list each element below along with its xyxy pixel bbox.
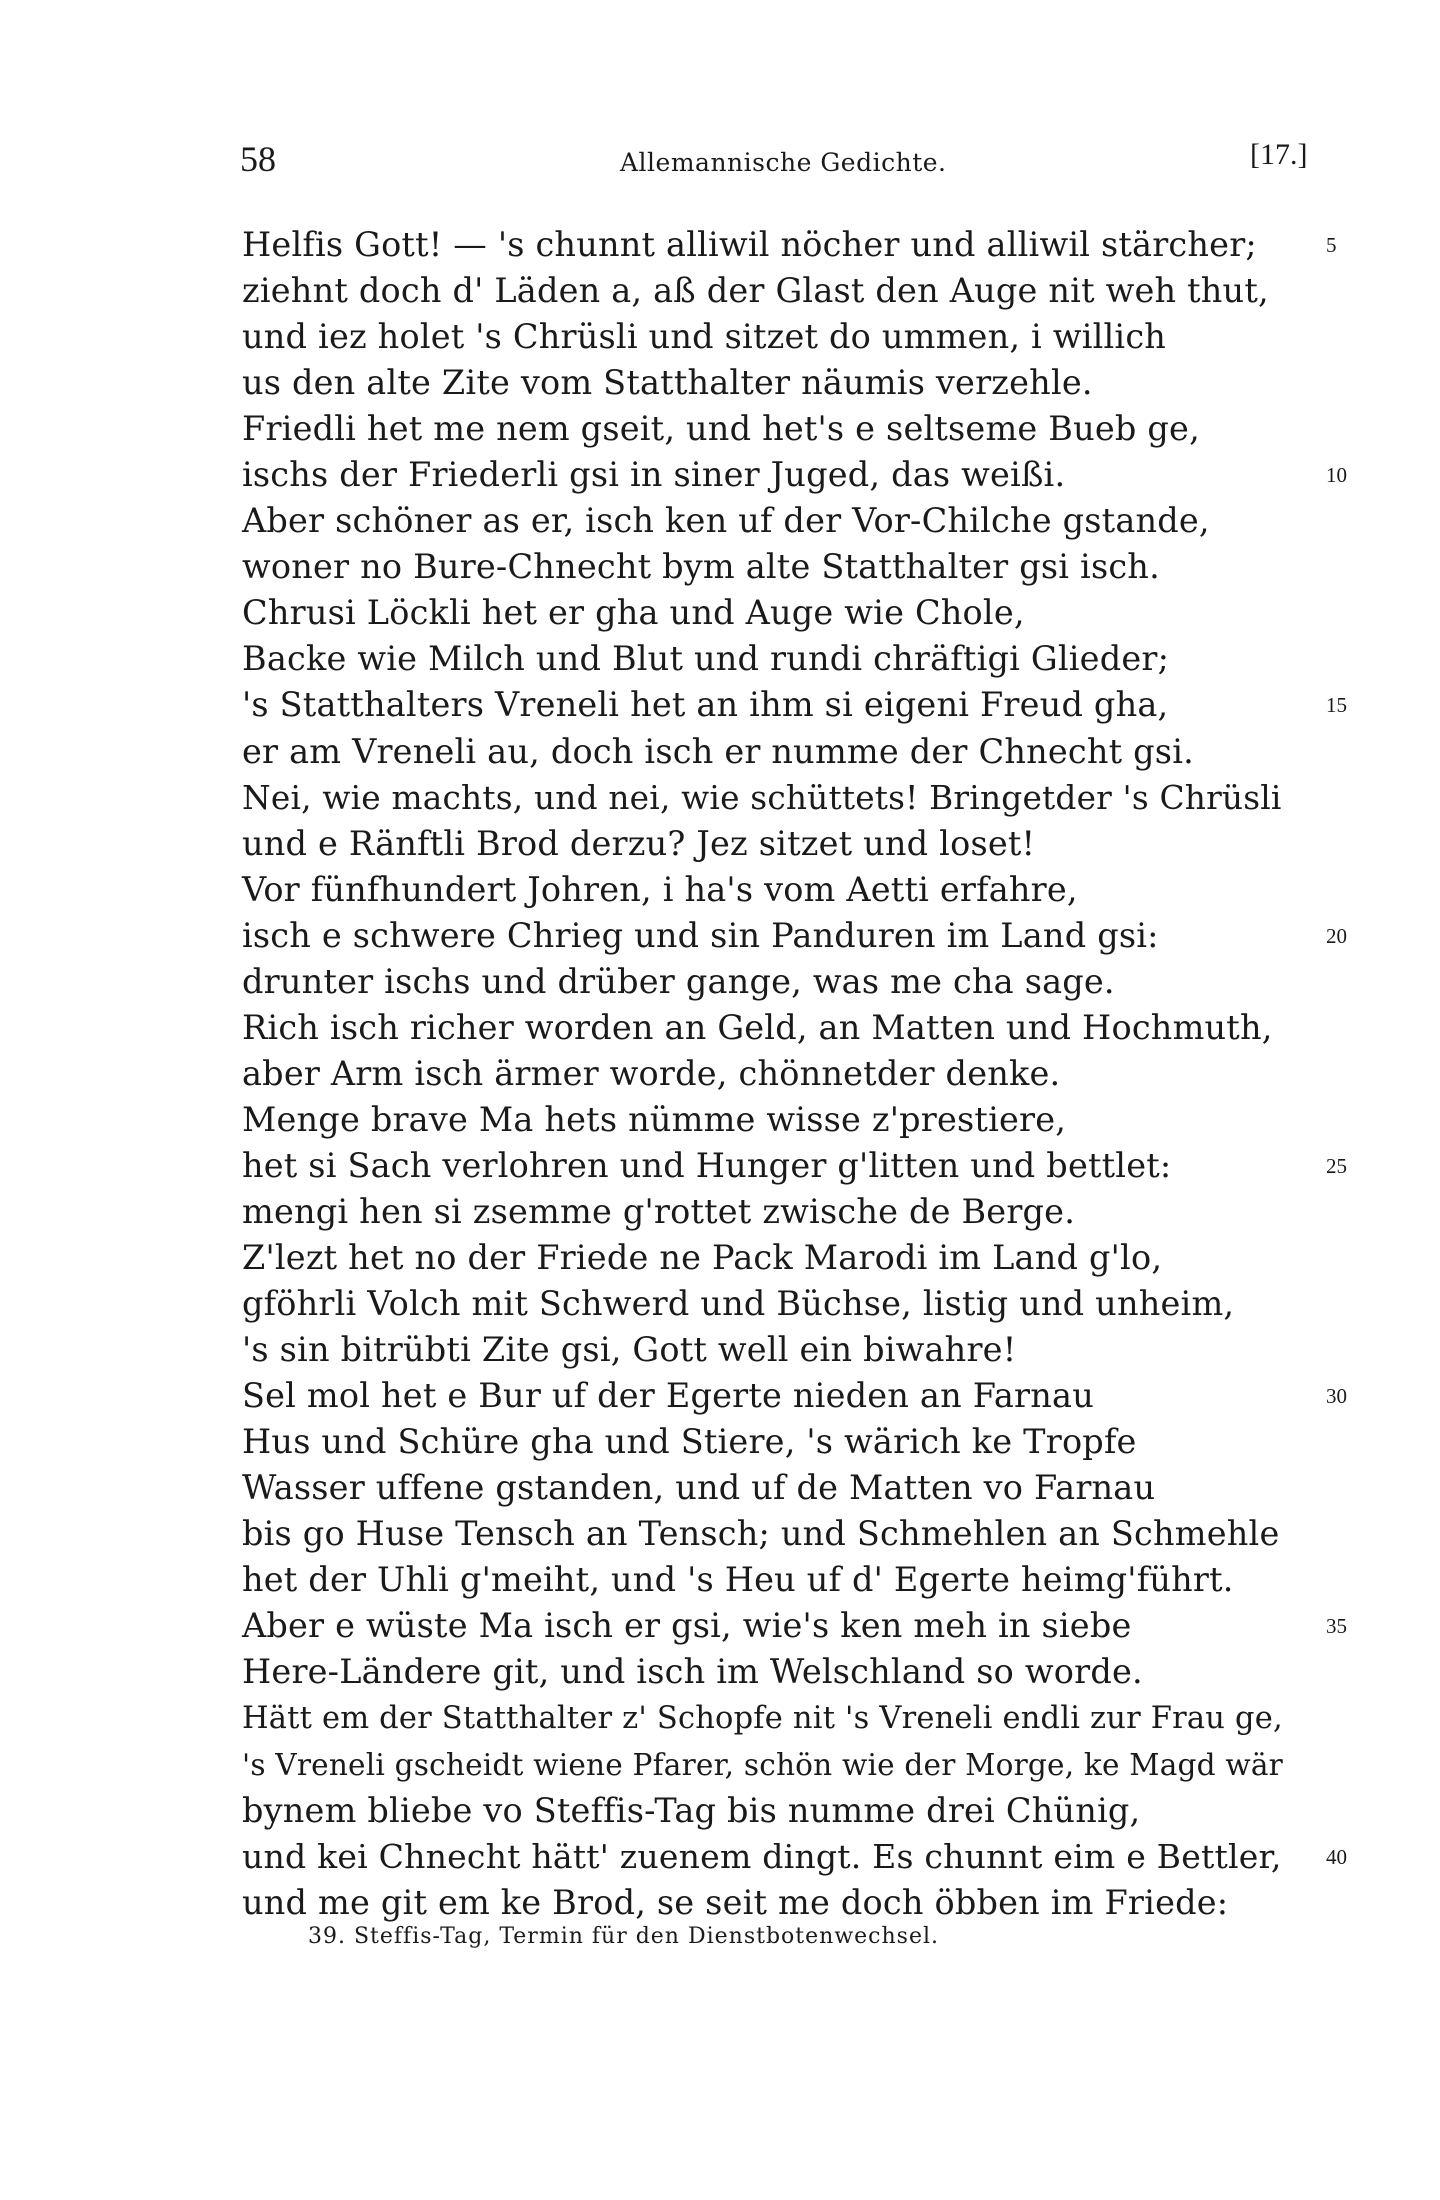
verse-line (242, 821, 1342, 867)
verse-text: us den alte Zite vom Statthalter näumis verzehle. (242, 363, 1093, 403)
verse-line (242, 2064, 1342, 2110)
verse-line (242, 1281, 1342, 1327)
poem-body (242, 222, 1347, 2110)
verse-line (242, 268, 1342, 314)
verse-text: Rich isch richer worden an Geld, an Matten und Hochmuth, (242, 1007, 1273, 1047)
verse-line (242, 775, 1342, 821)
verse-text: bis go Huse Tensch an Tensch; und Schmehlen an Schmehle (242, 1514, 1280, 1554)
verse-text: 's sin bitrübti Zite gsi, Gott well ein biwahre! (242, 1330, 1017, 1370)
verse-line (242, 222, 1342, 268)
verse-line (242, 360, 1342, 406)
verse-line (242, 959, 1342, 1005)
verse-text: Vor fünfhundert Johren, i ha's vom Aetti erfahre, (242, 869, 1078, 909)
verse-line (242, 1557, 1342, 1603)
verse-text: ziehnt doch d' Läden a, aß der Glast den Auge nit weh thut, (242, 271, 1269, 311)
verse-text: Wasser uffene gstanden, und uf de Matten vo Farnau (242, 1468, 1156, 1508)
verse-line (242, 1742, 1342, 1788)
verse-line (242, 1972, 1342, 2018)
verse-text: Chrusi Löckli het er gha und Auge wie Chole, (242, 593, 1025, 633)
sheet-mark: [17.] (1250, 138, 1308, 171)
verse-line (242, 1143, 1347, 1189)
line-number: 35 (1326, 1614, 1347, 1639)
verse-line (242, 1834, 1347, 1880)
page-header (0, 138, 1440, 198)
verse-text: het si Sach verlohren und Hunger g'litten und bettlet: (242, 1145, 1172, 1185)
verse-text: gföhrli Volch mit Schwerd und Büchse, listig und unheim, (242, 1284, 1235, 1324)
line-number: 5 (1326, 233, 1337, 257)
verse-line (242, 1603, 1347, 1649)
verse-line (242, 1327, 1342, 1373)
verse-line (242, 1880, 1342, 1926)
verse-text: drunter ischs und drüber gange, was me cha sage. (242, 961, 1115, 1001)
verse-text: und iez holet 's Chrüsli und sitzet do ummen, i willich (242, 317, 1167, 357)
verse-text: Aber schöner as er, isch ken uf der Vor-Chilche gstande, (242, 501, 1210, 541)
verse-line (242, 314, 1342, 360)
verse-line (242, 1649, 1342, 1695)
verse-text: 's Statthalters Vreneli het an ihm si eigeni Freud gha, (242, 685, 1169, 725)
line-number: 10 (1326, 463, 1347, 488)
verse-text: aber Arm isch ärmer worde, chönnetder denke. (242, 1053, 1061, 1093)
verse-text: het der Uhli g'meiht, und 's Heu uf d' Egerte heimg'führt. (242, 1560, 1234, 1600)
verse-line (242, 636, 1342, 682)
verse-line (242, 1419, 1342, 1465)
footnote: 39. Steffis-Tag, Termin für den Dienstbotenwechsel. (308, 1924, 940, 1949)
line-number: 30 (1326, 1384, 1347, 1409)
verse-text: woner no Bure-Chnecht bym alte Statthalter gsi isch. (242, 547, 1160, 587)
verse-text: und me git em ke Brod, se seit me doch öbben im Friede: (242, 1882, 1229, 1922)
verse-line (242, 590, 1342, 636)
verse-text: Backe wie Milch und Blut und rundi chräftigi Glieder; (242, 639, 1170, 679)
verse-line (242, 1005, 1342, 1051)
verse-line (242, 1465, 1342, 1511)
verse-line (242, 682, 1347, 728)
verse-line (242, 1788, 1342, 1834)
verse-text: und kei Chnecht hätt' zuenem dingt. Es chunnt eim e Bettler, (242, 1836, 1282, 1876)
line-number: 15 (1326, 693, 1347, 718)
verse-text: isch e schwere Chrieg und sin Panduren im Land gsi: (242, 915, 1159, 955)
verse-line (242, 729, 1342, 775)
verse-text: Nei, wie machts, und nei, wie schüttets! Bringetder 's Chrüsli (242, 778, 1282, 817)
verse-line (242, 2018, 1342, 2064)
verse-line (242, 1097, 1342, 1143)
line-number: 25 (1326, 1153, 1347, 1178)
verse-text: Sel mol het e Bur uf der Egerte nieden an Farnau (242, 1376, 1094, 1416)
verse-text: Menge brave Ma hets nümme wisse z'prestiere, (242, 1099, 1067, 1139)
verse-text: Aber e wüste Ma isch er gsi, wie's ken meh in siebe (242, 1606, 1132, 1646)
line-number: 40 (1326, 1844, 1347, 1869)
verse-text: 's Vreneli gscheidt wiene Pfarer, schön wie der Morge, ke Magd wär (242, 1747, 1283, 1782)
verse-line (242, 544, 1342, 590)
verse-text: er am Vreneli au, doch isch er numme der Chnecht gsi. (242, 731, 1194, 771)
verse-line (242, 1696, 1342, 1742)
verse-text: und e Ränftli Brod derzu? Jez sitzet und loset! (242, 823, 1036, 863)
verse-text: mengi hen si zsemme g'rottet zwische de Berge. (242, 1191, 1076, 1231)
verse-line (242, 452, 1347, 498)
verse-text: Z'lezt het no der Friede ne Pack Marodi im Land g'lo, (242, 1238, 1163, 1278)
running-title: Allemannische Gedichte. (620, 148, 947, 177)
verse-line (242, 1189, 1342, 1235)
verse-text: Hus und Schüre gha und Stiere, 's wärich ke Tropfe (242, 1422, 1137, 1462)
page-number: 58 (240, 139, 276, 179)
verse-line (242, 1373, 1347, 1419)
verse-line (242, 867, 1342, 913)
verse-line (242, 913, 1347, 959)
verse-line (242, 406, 1342, 452)
verse-line (242, 1051, 1342, 1097)
verse-line (242, 498, 1342, 544)
verse-text: Hätt em der Statthalter z' Schopfe nit 's Vreneli endli zur Frau ge, (242, 1700, 1283, 1736)
verse-text: Friedli het me nem gseit, und het's e seltseme Bueb ge, (242, 409, 1200, 449)
verse-text: bynem bliebe vo Steffis-Tag bis numme drei Chünig, (242, 1790, 1141, 1830)
verse-text: Here-Ländere git, und isch im Welschland so worde. (242, 1652, 1143, 1692)
verse-text: Helfis Gott! — 's chunnt alliwil nöcher und alliwil stärcher; (242, 225, 1257, 264)
line-number: 20 (1326, 923, 1347, 948)
verse-line (242, 1235, 1342, 1281)
verse-text: ischs der Friederli gsi in siner Juged, das weißi. (242, 455, 1066, 495)
verse-line (242, 1511, 1342, 1557)
